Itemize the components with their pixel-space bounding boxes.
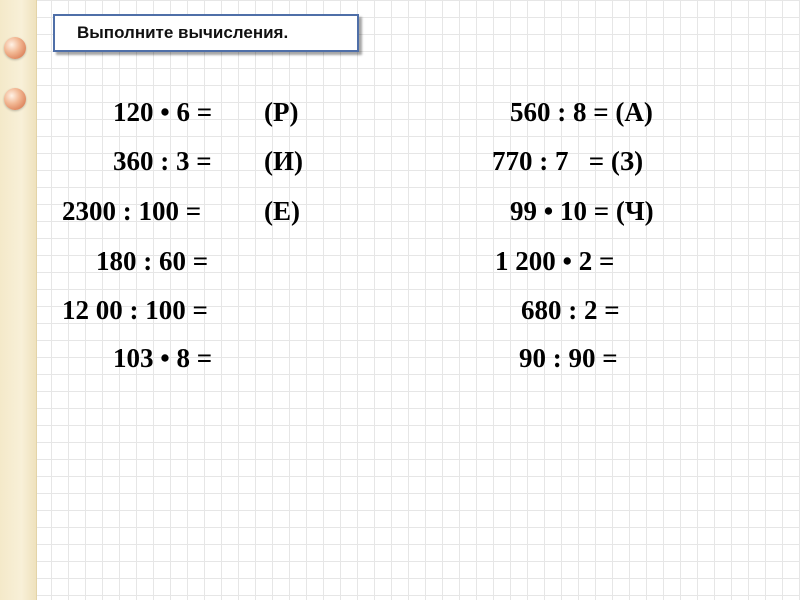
left-expression-6: 103 • 8 = [113,343,213,373]
bead-icon [4,37,26,59]
left-answer-3: (Е) [264,196,300,226]
left-answer-2: (И) [264,146,303,176]
left-expression-1: 120 • 6 = [113,97,213,127]
left-expression-3: 2300 : 100 = [62,196,202,226]
task-title: Выполните вычисления. [53,14,359,52]
left-expression-5: 12 00 : 100 = [62,295,208,325]
right-expression-6: 90 : 90 = [519,343,618,373]
left-expression-4: 180 : 60 = [96,246,209,276]
right-expression-2: 770 : 7 = (З) [492,146,644,176]
right-expression-3: 99 • 10 = (Ч) [510,196,654,226]
right-expression-5: 680 : 2 = [521,295,620,325]
bead-icon [4,88,26,110]
left-expression-2: 360 : 3 = [113,146,212,176]
right-expression-4: 1 200 • 2 = [495,246,615,276]
right-expression-1: 560 : 8 = (А) [510,97,653,127]
left-decorative-strip [0,0,37,600]
left-answer-1: (Р) [264,97,299,127]
